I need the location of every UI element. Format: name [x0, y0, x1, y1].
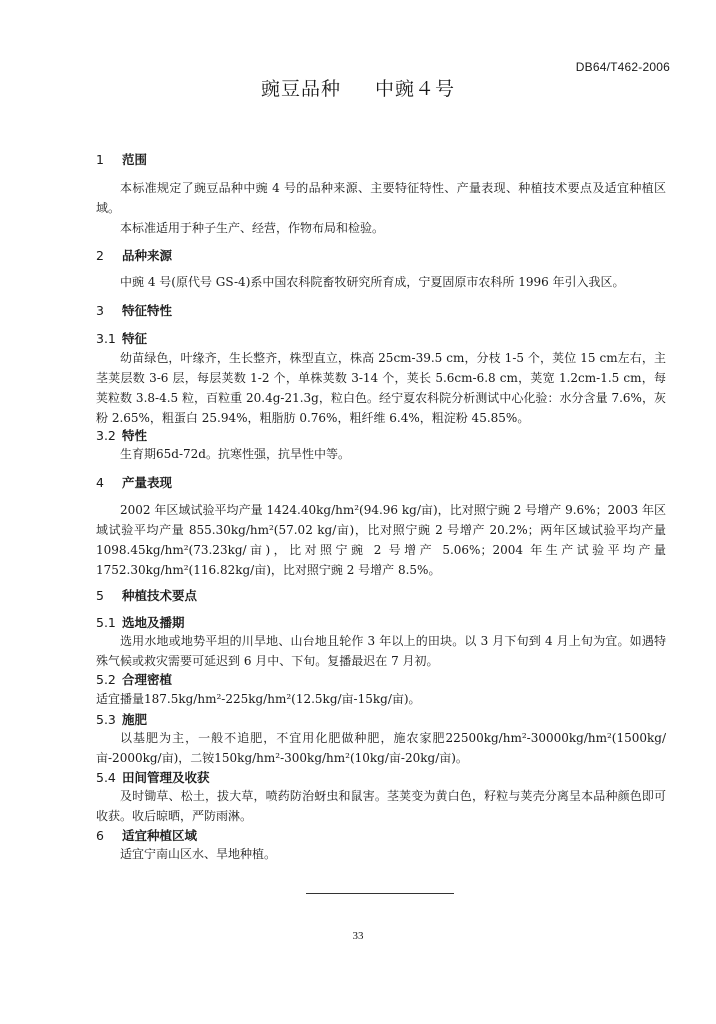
section-5-2-body [96, 689, 666, 709]
section-5-4-body [96, 786, 666, 826]
section-1-heading: 1 范围 [96, 152, 148, 167]
section-2-body [96, 272, 666, 292]
section-5-2-heading: 5.2 合理密植 [96, 672, 173, 687]
section-6-paragraph-1: 适宜宁南山区水、旱地种植。 [120, 847, 277, 861]
section-5-3-heading: 5.3 施肥 [96, 712, 148, 727]
section-5-heading: 5 种植技术要点 [96, 588, 198, 603]
section-4-paragraph-1: 2002 年区域试验平均产量 1424.40kg/hm²(94.96 kg/亩)，比对照宁豌 2 号增产 9.6%；2003 年区域试验平均产量 855.30kg/hm²(57.02 kg/亩)，比对照宁豌 2 号增产 20.2%；两年区域试验平均产量1098.45kg/hm²(73.23kg/亩)，比对照宁豌 2 号增产 5.06%；2004 年生产试验平均产量1752.30kg/hm²(116.82kg/亩)，比对照宁豌 2 号增产 8.5%。 [96, 503, 666, 577]
section-5-1-paragraph-1: 选用水地或地势平坦的川旱地、山台地且轮作 3 年以上的田块。以 3 月下旬到 4 月上旬为宜。如遇特殊气候或救灾需要可延迟到 6 月中、下旬。复播最迟在 7 月初。 [96, 634, 666, 668]
section-1-paragraph-1: 本标准规定了豌豆品种中豌 4 号的品种来源、主要特征特性、产量表现、种植技术要点及适宜种植区域。 [96, 181, 666, 215]
section-3-heading: 3 特征特性 [96, 303, 173, 318]
section-5-3-paragraph-1: 以基肥为主，一般不追肥，不宜用化肥做种肥，施农家肥22500kg/hm²-30000kg/hm²(1500kg/亩-2000kg/亩)，二铵150kg/hm²-300kg/hm²(10kg/亩-20kg/亩)。 [96, 731, 666, 765]
section-3-1-body [96, 348, 666, 428]
section-3-1-heading: 3.1 特征 [96, 331, 148, 346]
section-3-2-body [96, 444, 666, 464]
section-1-body [96, 178, 666, 238]
section-5-3-body [96, 728, 666, 768]
standard-number: DB64/T462-2006 [575, 60, 670, 74]
section-6-body [96, 844, 666, 864]
section-4-body [96, 500, 666, 580]
section-3-2-heading: 3.2 特性 [96, 428, 148, 443]
section-5-4-paragraph-1: 及时锄草、松土，拔大草，喷药防治蚜虫和鼠害。茎荚变为黄白色，籽粒与荚壳分离呈本品种颜色即可收获。收后晾晒，严防雨淋。 [96, 789, 666, 823]
title-part2: 中豌４号 [375, 78, 456, 100]
section-3-1-paragraph-1: 幼苗绿色，叶缘齐，生长整齐，株型直立，株高 25cm-39.5 cm，分枝 1-5 个，荚位 15 cm左右，主茎荚层数 3-6 层，每层荚数 1-2 个，单株荚数 3-14 个，荚长 5.6cm-6.8 cm，荚宽 1.2cm-1.5 cm，每荚粒数 3.8-4.5 粒，百粒重 20.4g-21.3g，粒白色。经宁夏农科院分析测试中心化验：水分含量 7.6%，灰粉 2.65%，粗蛋白 25.94%，粗脂肪 0.76%，粗纤维 6.4%，粗淀粉 45.85%。 [96, 351, 666, 425]
section-5-2-paragraph-1: 适宜播量187.5kg/hm²-225kg/hm²(12.5kg/亩-15kg/亩)。 [96, 692, 421, 706]
section-5-1-body [96, 631, 666, 671]
title-part1: 豌豆品种 [260, 78, 341, 100]
document-title [0, 74, 716, 101]
page-number: 33 [352, 930, 364, 942]
section-2-paragraph-1: 中豌 4 号(原代号 GS-4)系中国农科院畜牧研究所育成，宁夏固原市农科所 1996 年引入我区。 [120, 275, 625, 289]
section-5-1-heading: 5.1 选地及播期 [96, 615, 185, 630]
section-3-2-paragraph-1: 生育期65d-72d。抗寒性强，抗旱性中等。 [120, 447, 350, 461]
section-2-heading: 2 品种来源 [96, 248, 173, 263]
section-6-heading: 6 适宜种植区域 [96, 828, 198, 843]
section-5-4-heading: 5.4 田间管理及收获 [96, 770, 210, 785]
end-rule [306, 893, 454, 894]
section-4-heading: 4 产量表现 [96, 475, 173, 490]
section-1-paragraph-2: 本标准适用于种子生产、经营，作物布局和检验。 [120, 221, 385, 235]
